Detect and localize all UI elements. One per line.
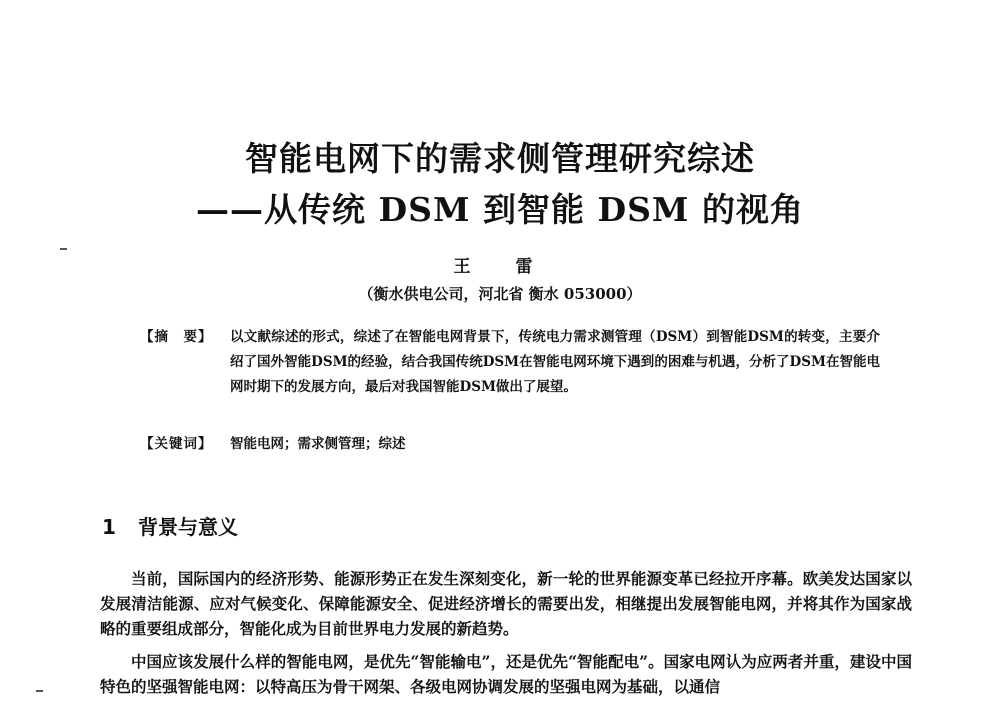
paper-subtitle: ——从传统 DSM 到智能 DSM 的视角 xyxy=(196,190,804,229)
paper-title: 智能电网下的需求侧管理研究综述 xyxy=(245,139,755,178)
keywords-block xyxy=(140,432,880,457)
abstract-text: 以文献综述的形式，综述了在智能电网背景下，传统电力需求测管理（DSM）到智能DSM的转变，主要介绍了国外智能DSM的经验，结合我国传统DSM在智能电网环境下遇到的困难与机遇，分析了DSM在智能电网时期下的发展方向，最后对我国智能DSM做出了展望。 xyxy=(230,329,880,395)
body-paragraph: 当前，国际国内的经济形势、能源形势正在发生深刻变化，新一轮的世界能源变革已经拉开序幕。欧美发达国家以发展清洁能源、应对气候变化、保障能源安全、促进经济增长的需要出发，相继提出发展智能电网，并将其作为国家战略的重要组成部分，智能化成为目前世界电力发展的新趋势。 xyxy=(100,569,912,638)
scan-mark xyxy=(60,248,67,250)
author-name: 王 雷 xyxy=(453,257,547,277)
abstract-block xyxy=(140,325,880,400)
keywords-text: 智能电网；需求侧管理；综述 xyxy=(230,436,406,452)
body-paragraph: 中国应该发展什么样的智能电网，是优先“智能输电”，还是优先“智能配电”。国家电网认为应两者并重，建设中国特色的坚强智能电网：以特高压为骨干网架、各级电网协调发展的坚强电网为基础，以通信 xyxy=(100,652,912,696)
scan-mark xyxy=(36,690,43,692)
section-heading xyxy=(102,511,238,540)
section-number: 1 xyxy=(102,515,116,539)
abstract-label: 【摘 要】 xyxy=(140,329,213,345)
keywords-label: 【关键词】 xyxy=(140,436,213,452)
section-title: 背景与意义 xyxy=(138,515,238,539)
author-affiliation: （衡水供电公司，河北省 衡水 053000） xyxy=(358,285,642,303)
